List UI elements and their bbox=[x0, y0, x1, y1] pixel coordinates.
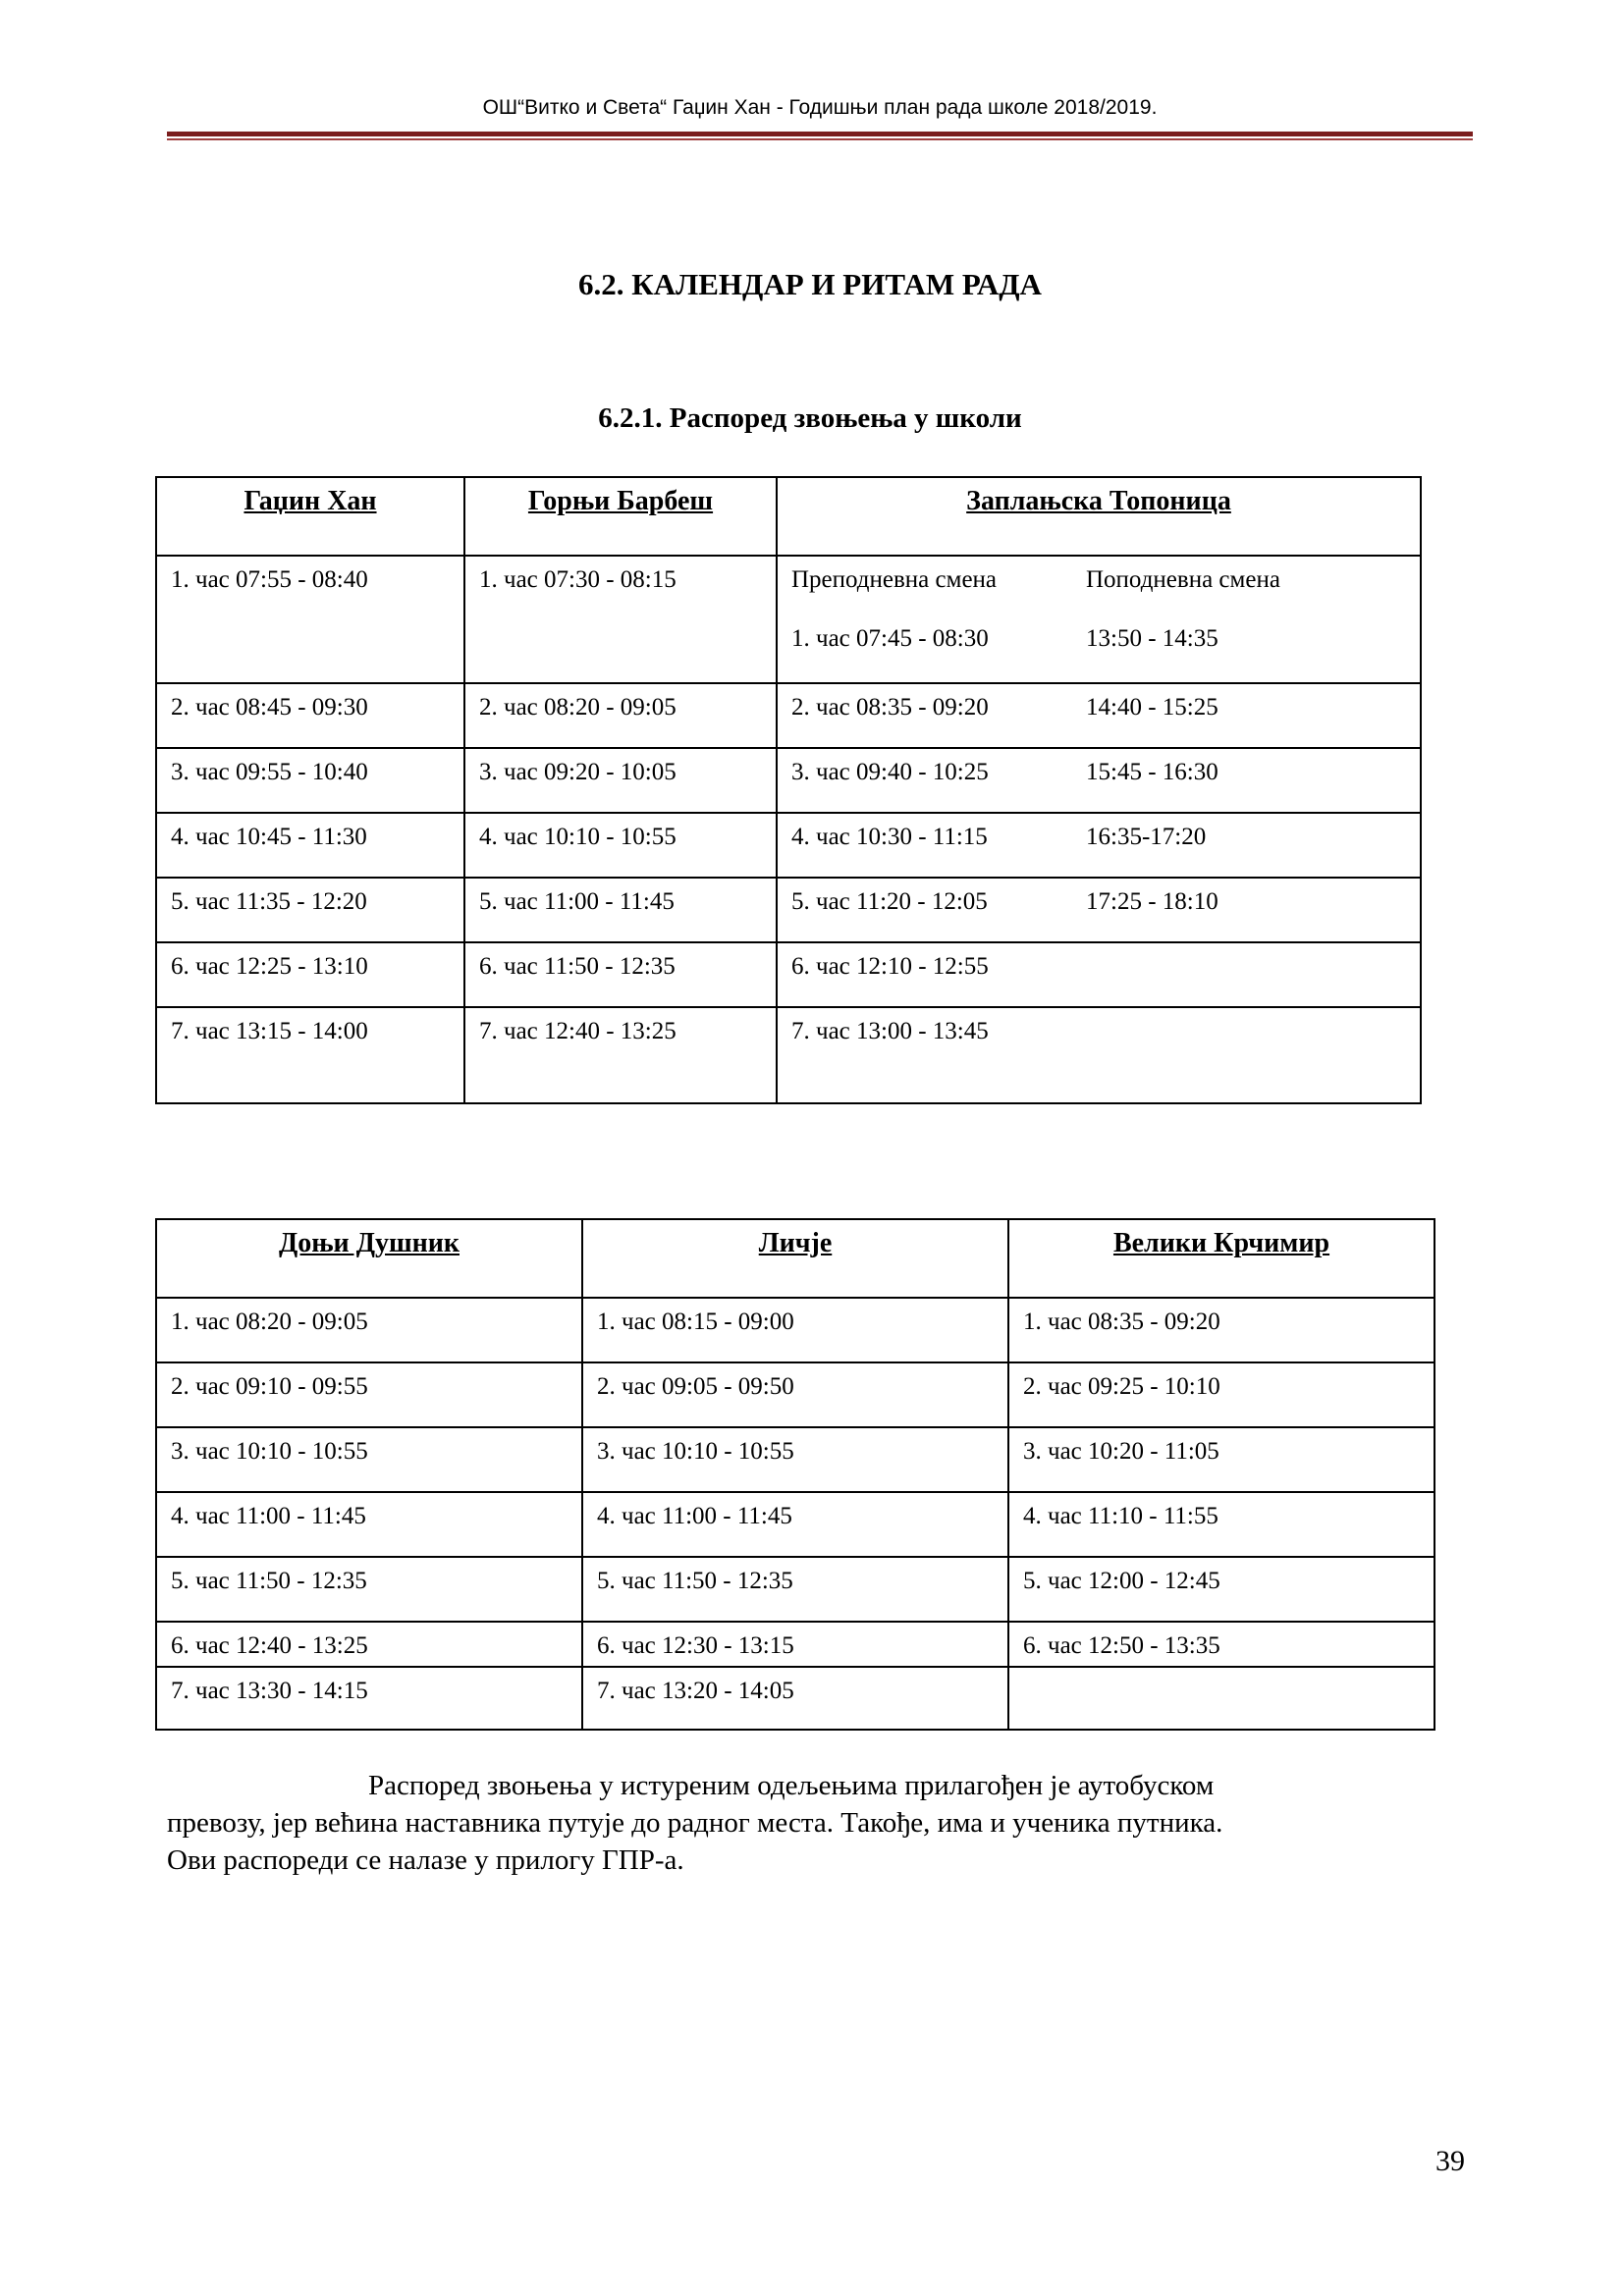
table-header-row bbox=[156, 477, 1421, 556]
table-cell: 2. час 09:05 - 09:50 bbox=[582, 1362, 1008, 1427]
table-cell: 1. час 07:30 - 08:15 bbox=[464, 556, 777, 683]
shift-label-afternoon: Поподневна смена bbox=[1086, 566, 1280, 593]
table-cell-shifts bbox=[777, 748, 1421, 813]
body-paragraph bbox=[167, 1767, 1434, 1879]
table-row bbox=[156, 1362, 1435, 1427]
table-cell-shifts bbox=[777, 878, 1421, 942]
table-cell: 4. час 10:10 - 10:55 bbox=[464, 813, 777, 878]
table-cell: 6. час 11:50 - 12:35 bbox=[464, 942, 777, 1007]
morning-time: 3. час 09:40 - 10:25 bbox=[791, 759, 989, 785]
header-rule-thin bbox=[167, 138, 1473, 140]
table-row bbox=[156, 1622, 1435, 1667]
table-cell: 6. час 12:25 - 13:10 bbox=[156, 942, 464, 1007]
table-cell: 3. час 10:10 - 10:55 bbox=[582, 1427, 1008, 1492]
column-header: Горњи Барбеш bbox=[464, 477, 777, 556]
table-cell: 3. час 09:55 - 10:40 bbox=[156, 748, 464, 813]
morning-time: 7. час 13:00 - 13:45 bbox=[791, 1018, 989, 1044]
table-cell: 1. час 08:20 - 09:05 bbox=[156, 1298, 582, 1362]
table-cell: 5. час 11:50 - 12:35 bbox=[582, 1557, 1008, 1622]
table-cell: 6. час 12:40 - 13:25 bbox=[156, 1622, 582, 1667]
column-header: Доњи Душник bbox=[156, 1219, 582, 1298]
table-cell-shifts bbox=[777, 683, 1421, 748]
table-row bbox=[156, 1007, 1421, 1103]
table-cell bbox=[1008, 1667, 1435, 1730]
morning-time: 5. час 11:20 - 12:05 bbox=[791, 888, 988, 915]
table-cell: 1. час 07:55 - 08:40 bbox=[156, 556, 464, 683]
morning-time: 2. час 08:35 - 09:20 bbox=[791, 694, 989, 721]
table-row bbox=[156, 1557, 1435, 1622]
table-cell: 1. час 08:15 - 09:00 bbox=[582, 1298, 1008, 1362]
schedule-table-2 bbox=[155, 1218, 1435, 1731]
paragraph-line: превозу, јер већина наставника путује до радног места. Такође, има и ученика путника. bbox=[167, 1807, 1223, 1839]
table-row bbox=[156, 942, 1421, 1007]
page-number: 39 bbox=[1435, 2145, 1465, 2177]
paragraph-line: Ови распореди се налазе у прилогу ГПР-а. bbox=[167, 1844, 684, 1876]
section-title: 6.2. КАЛЕНДАР И РИТАМ РАДА bbox=[578, 267, 1042, 301]
header-rule-thick bbox=[167, 132, 1473, 136]
column-header: Гаџин Хан bbox=[156, 477, 464, 556]
table-row bbox=[156, 878, 1421, 942]
table-cell: 5. час 11:35 - 12:20 bbox=[156, 878, 464, 942]
table-cell: 3. час 10:20 - 11:05 bbox=[1008, 1427, 1435, 1492]
table-cell: 3. час 09:20 - 10:05 bbox=[464, 748, 777, 813]
table-row bbox=[156, 556, 1421, 683]
afternoon-time: 13:50 - 14:35 bbox=[1086, 625, 1218, 652]
afternoon-time: 15:45 - 16:30 bbox=[1086, 759, 1218, 785]
table-cell: 4. час 11:00 - 11:45 bbox=[582, 1492, 1008, 1557]
table-row bbox=[156, 1427, 1435, 1492]
table-cell-shifts bbox=[777, 942, 1421, 1007]
table-cell: 4. час 11:10 - 11:55 bbox=[1008, 1492, 1435, 1557]
table-cell: 6. час 12:30 - 13:15 bbox=[582, 1622, 1008, 1667]
column-header: Велики Крчимир bbox=[1008, 1219, 1435, 1298]
table-cell-shifts bbox=[777, 813, 1421, 878]
table-cell-shifts bbox=[777, 1007, 1421, 1103]
table-cell: 7. час 12:40 - 13:25 bbox=[464, 1007, 777, 1103]
table-cell: 5. час 11:50 - 12:35 bbox=[156, 1557, 582, 1622]
table-row bbox=[156, 683, 1421, 748]
afternoon-time: 14:40 - 15:25 bbox=[1086, 694, 1218, 721]
table-cell-shifts bbox=[777, 556, 1421, 683]
subsection-title: 6.2.1. Распоред звоњења у школи bbox=[598, 402, 1022, 434]
table-cell: 2. час 09:25 - 10:10 bbox=[1008, 1362, 1435, 1427]
column-header: Заплањска Топоница bbox=[777, 477, 1421, 556]
running-header: ОШ“Витко и Света“ Гаџин Хан - Годишњи план рада школе 2018/2019. bbox=[482, 96, 1158, 119]
column-header: Личје bbox=[582, 1219, 1008, 1298]
morning-time: 4. час 10:30 - 11:15 bbox=[791, 824, 988, 850]
afternoon-time: 17:25 - 18:10 bbox=[1086, 888, 1218, 915]
table-cell: 2. час 08:20 - 09:05 bbox=[464, 683, 777, 748]
table-cell: 7. час 13:15 - 14:00 bbox=[156, 1007, 464, 1103]
table-cell: 2. час 08:45 - 09:30 bbox=[156, 683, 464, 748]
shift-label-morning: Преподневна смена bbox=[791, 566, 998, 593]
table-row bbox=[156, 1298, 1435, 1362]
paragraph-line: Распоред звоњења у истуреним одељењима прилагођен је аутобуском bbox=[368, 1770, 1215, 1801]
table-cell: 1. час 08:35 - 09:20 bbox=[1008, 1298, 1435, 1362]
table-row bbox=[156, 1492, 1435, 1557]
schedule-table-1 bbox=[155, 476, 1422, 1104]
table-row bbox=[156, 748, 1421, 813]
table-cell: 2. час 09:10 - 09:55 bbox=[156, 1362, 582, 1427]
morning-time: 6. час 12:10 - 12:55 bbox=[791, 953, 989, 980]
table-cell: 3. час 10:10 - 10:55 bbox=[156, 1427, 582, 1492]
table-row bbox=[156, 813, 1421, 878]
table-row bbox=[156, 1667, 1435, 1730]
table-header-row bbox=[156, 1219, 1435, 1298]
table-cell: 5. час 11:00 - 11:45 bbox=[464, 878, 777, 942]
table-cell: 4. час 11:00 - 11:45 bbox=[156, 1492, 582, 1557]
table-cell: 7. час 13:30 - 14:15 bbox=[156, 1667, 582, 1730]
table-cell: 7. час 13:20 - 14:05 bbox=[582, 1667, 1008, 1730]
morning-time: 1. час 07:45 - 08:30 bbox=[791, 625, 989, 652]
table-cell: 5. час 12:00 - 12:45 bbox=[1008, 1557, 1435, 1622]
afternoon-time: 16:35-17:20 bbox=[1086, 824, 1207, 850]
table-cell: 4. час 10:45 - 11:30 bbox=[156, 813, 464, 878]
table-cell: 6. час 12:50 - 13:35 bbox=[1008, 1622, 1435, 1667]
